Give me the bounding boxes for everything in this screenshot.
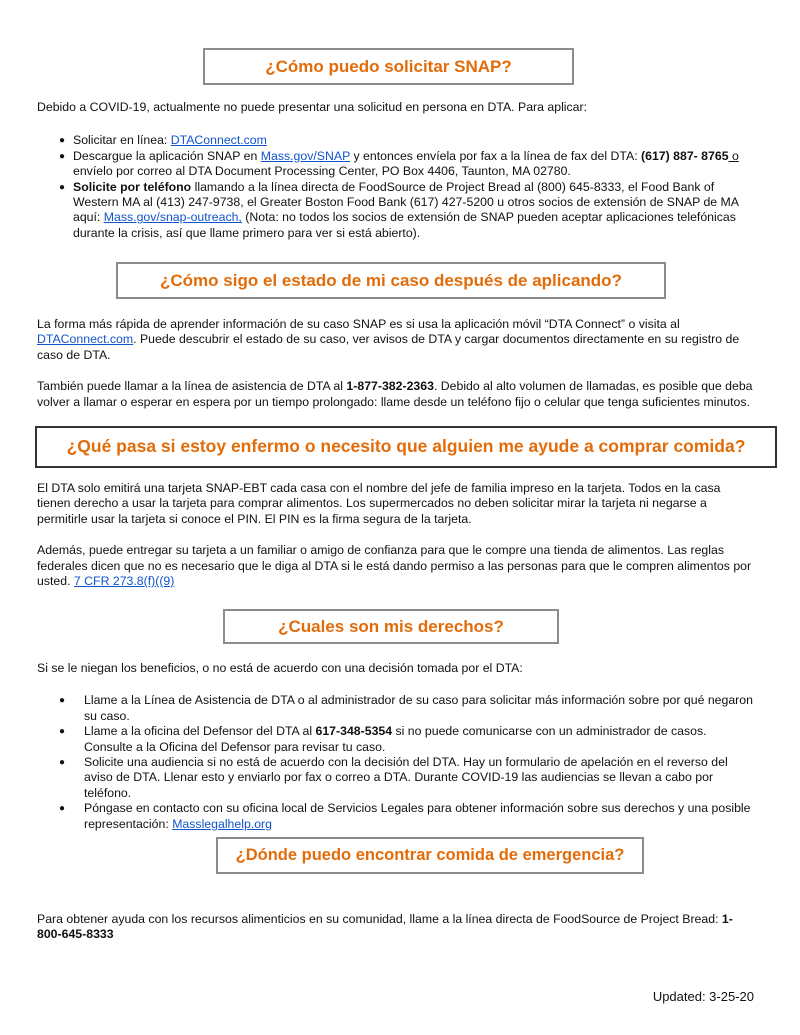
apply-intro: Debido a COVID-19, actualmente no puede presentar una solicitud en persona en DTA. Para aplicar: [37,100,588,114]
sick-help-para-2: Además, puede entregar su tarjeta a un familiar o amigo de confianza para que le compre una tienda de alimentos. Las reglas federales dicen que no es necesario que le diga al DTA si le está dando permiso a las personas para que le compren alimentos por usted. 7 CFR 273.8(f)((9) [37,543,752,589]
section-case-status [37,317,757,410]
list-item: ● Solicitar en línea: DTAConnect.com [59,133,267,148]
snap-outreach-link[interactable]: Mass.gov/snap-outreach, [103,210,242,225]
bullet-icon: ● [59,181,66,193]
mass-gov-snap-link[interactable]: Mass.gov/SNAP [260,148,351,163]
bullet-icon: ● [59,726,66,738]
updated-date: Updated: 3-25-20 [652,989,754,1004]
bullet-icon: ● [59,803,66,815]
sick-help-para-1: El DTA solo emitirá una tarjeta SNAP-EBT cada casa con el nombre del jefe de familia impreso en la tarjeta. Todos en la casa tienen derecho a usar la tarjeta para comprar alimentos. Los supermercados no deben solicitar mirar la tarjeta ni negarse a permitirle usar la tarjeta si conoce el PIN. El PIN es la firma segura de la tarjeta. [37,481,721,526]
list-item: ● Llame a la oficina del Defensor del DTA al 617-348-5354 si no puede comunicarse con un administrador de casos. Consulte a la Oficina del Defensor para revisar tu caso. [59,724,707,754]
dtaconnect-link[interactable]: DTAConnect.com [170,133,267,148]
list-item: ● Solicite por teléfono llamando a la línea directa de FoodSource de Project Bread al (800) 645-8333, el Food Bank of Western MA al (413) 247-9738, el Greater Boston Food Bank (617) 427-5200 u otros socios de extensión de SNAP de MA aquí: Mass.gov/snap-outreach, (Nota: no todos los socios de extensión de SNAP pueden aceptar aplicaciones telefónicas durante la crisis, así que llame primero para ver si está abierto). [59,179,739,240]
cfr-link[interactable]: 7 CFR 273.8(f)((9) [73,574,175,589]
list-item: ● Descargue la aplicación SNAP en Mass.gov/SNAP y entonces envíela por fax a la línea de fax del DTA: (617) 887- 8765 o envíelo por correo al DTA Document Processing Center, PO Box 4406, Taunton, MA 02780. [59,148,739,179]
bullet-icon: ● [59,135,66,147]
heading-rights: ¿Cuales son mis derechos? [223,609,559,644]
assistance-line-phone: 1-877-382-2363 [346,379,434,394]
bullet-icon: ● [59,150,66,162]
section-emergency-food [37,912,757,943]
masslegalhelp-link[interactable]: Masslegalhelp.org [172,816,272,831]
fax-number: (617) 887- 8765 [641,148,729,163]
rights-list [37,693,757,832]
emergency-food-para: Para obtener ayuda con los recursos alimenticios en su comunidad, llame a la línea directa de FoodSource de Project Bread: 1-800-645-8333 [37,912,733,942]
rights-intro: Si se le niegan los beneficios, o no está de acuerdo con una decisión tomada por el DTA: [37,661,523,675]
list-item: ● Solicite una audiencia si no está de acuerdo con la decisión del DTA. Hay un formulario de apelación en el reverso del aviso de DTA. Llenar esto y enviarlo por fax o correo a DTA. Durante COVID-19 las audiencias se llevan a cabo por teléfono. [59,755,728,800]
section-apply [37,100,757,241]
list-item: ● Póngase en contacto con su oficina local de Servicios Legales para obtener información sobre sus derechos y una posible representación: Masslegalhelp.org [59,801,751,831]
dtaconnect-link[interactable]: DTAConnect.com [37,332,134,347]
section-rights [37,661,757,832]
case-status-para-2: También puede llamar a la línea de asistencia de DTA al 1-877-382-2363. Debido al alto volumen de llamadas, es posible que deba volver a llamar o esperar en espera por un tiempo prolongado: llame desde un teléfono fijo o celular que tenga suficientes minutos. [37,379,753,409]
bullet-icon: ● [59,695,66,707]
bullet-icon: ● [59,757,66,769]
section-sick-help [37,481,757,589]
heading-emergency-food: ¿Dónde puedo encontrar comida de emergencia? [216,837,644,874]
ombudsman-phone: 617-348-5354 [315,724,393,739]
heading-case-status: ¿Cómo sigo el estado de mi caso después de aplicando? [116,262,666,299]
heading-how-to-apply: ¿Cómo puedo solicitar SNAP? [203,48,574,85]
foodsource-phone: 1-800-645-8333 [37,912,733,942]
apply-list [37,133,757,241]
heading-sick-help: ¿Qué pasa si estoy enfermo o necesito que alguien me ayude a comprar comida? [35,426,777,468]
list-item: ● Llame a la Línea de Asistencia de DTA o al administrador de su caso para solicitar más información sobre por qué negaron su caso. [59,693,753,723]
case-status-para-1: La forma más rápida de aprender información de su caso SNAP es si usa la aplicación móvil “DTA Connect” o visita al DTAConnect.com. Puede descubrir el estado de su caso, ver avisos de DTA y cargar documentos directamente en su registro de caso de DTA. [37,317,740,362]
